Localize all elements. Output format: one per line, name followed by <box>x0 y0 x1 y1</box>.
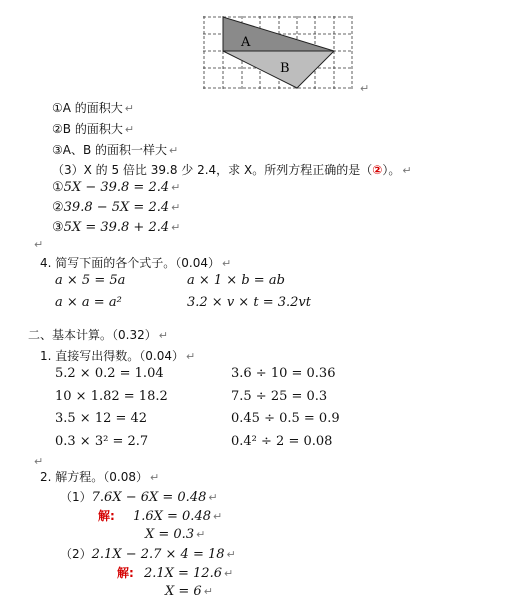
label-a: A <box>241 35 251 50</box>
option-area-1: ①A 的面积大 ↵ <box>52 101 135 115</box>
equation-2-step-1: 解: 2.1X = 12.6 ↵ <box>117 566 234 581</box>
calc-item: 3.5 × 12 = 42 <box>55 411 148 426</box>
calc-item: 7.5 ÷ 25 = 0.3 <box>231 389 328 404</box>
equation-1-step-1: 解: 1.6X = 0.48 ↵ <box>98 509 223 524</box>
q3-option-3: ③5X = 39.8 + 2.4 ↵ <box>52 220 181 235</box>
shorthand-item: a × a = a² <box>55 295 122 310</box>
para-mark: ↵ <box>34 238 44 251</box>
para-mark: ↵ <box>360 82 370 95</box>
question-4-title: 4. 简写下面的各个式子。（0.04） ↵ <box>40 256 232 270</box>
subsection-2-title: 2. 解方程。（0.08） ↵ <box>40 470 160 484</box>
calc-item: 5.2 × 0.2 = 1.04 <box>55 366 164 381</box>
q3-option-1: ①5X − 39.8 = 2.4 ↵ <box>52 180 181 195</box>
equation-2: （2）2.1X − 2.7 × 4 = 18 ↵ <box>60 547 236 562</box>
shape-a <box>223 17 334 51</box>
equation-1-step-2: X = 0.3 ↵ <box>145 527 206 542</box>
grid-figure <box>203 16 355 90</box>
solve-label: 解: <box>98 509 115 523</box>
solve-label: 解: <box>117 566 134 580</box>
subsection-1-title: 1. 直接写出得数。（0.04） ↵ <box>40 349 196 363</box>
calc-item: 0.4² ÷ 2 = 0.08 <box>231 434 333 449</box>
calc-item: 0.45 ÷ 0.5 = 0.9 <box>231 411 340 426</box>
label-b: B <box>280 61 290 76</box>
option-area-3: ③A、B 的面积一样大 ↵ <box>52 143 179 157</box>
shorthand-item: a × 1 × b = ab <box>187 273 285 288</box>
calc-item: 3.6 ÷ 10 = 0.36 <box>231 366 336 381</box>
answer-mark: ② <box>372 163 383 177</box>
option-area-2: ②B 的面积大 ↵ <box>52 122 135 136</box>
section-2-title: 二、基本计算。（0.32） ↵ <box>28 328 168 342</box>
equation-2-step-2: X = 6 ↵ <box>165 584 213 599</box>
calc-item: 10 × 1.82 = 18.2 <box>55 389 168 404</box>
shape-b <box>223 51 334 88</box>
equation-1: （1）7.6X − 6X = 0.48 ↵ <box>60 490 218 505</box>
para-mark: ↵ <box>34 455 44 468</box>
shorthand-item: a × 5 = 5a <box>55 273 126 288</box>
question-3: （3）X 的 5 倍比 39.8 少 2.4，求 X。所列方程正确的是（②）。 ↵ <box>52 163 412 177</box>
q3-option-2: ②39.8 − 5X = 2.4 ↵ <box>52 200 181 215</box>
shorthand-item: 3.2 × v × t = 3.2vt <box>187 295 311 310</box>
calc-item: 0.3 × 3² = 2.7 <box>55 434 149 449</box>
